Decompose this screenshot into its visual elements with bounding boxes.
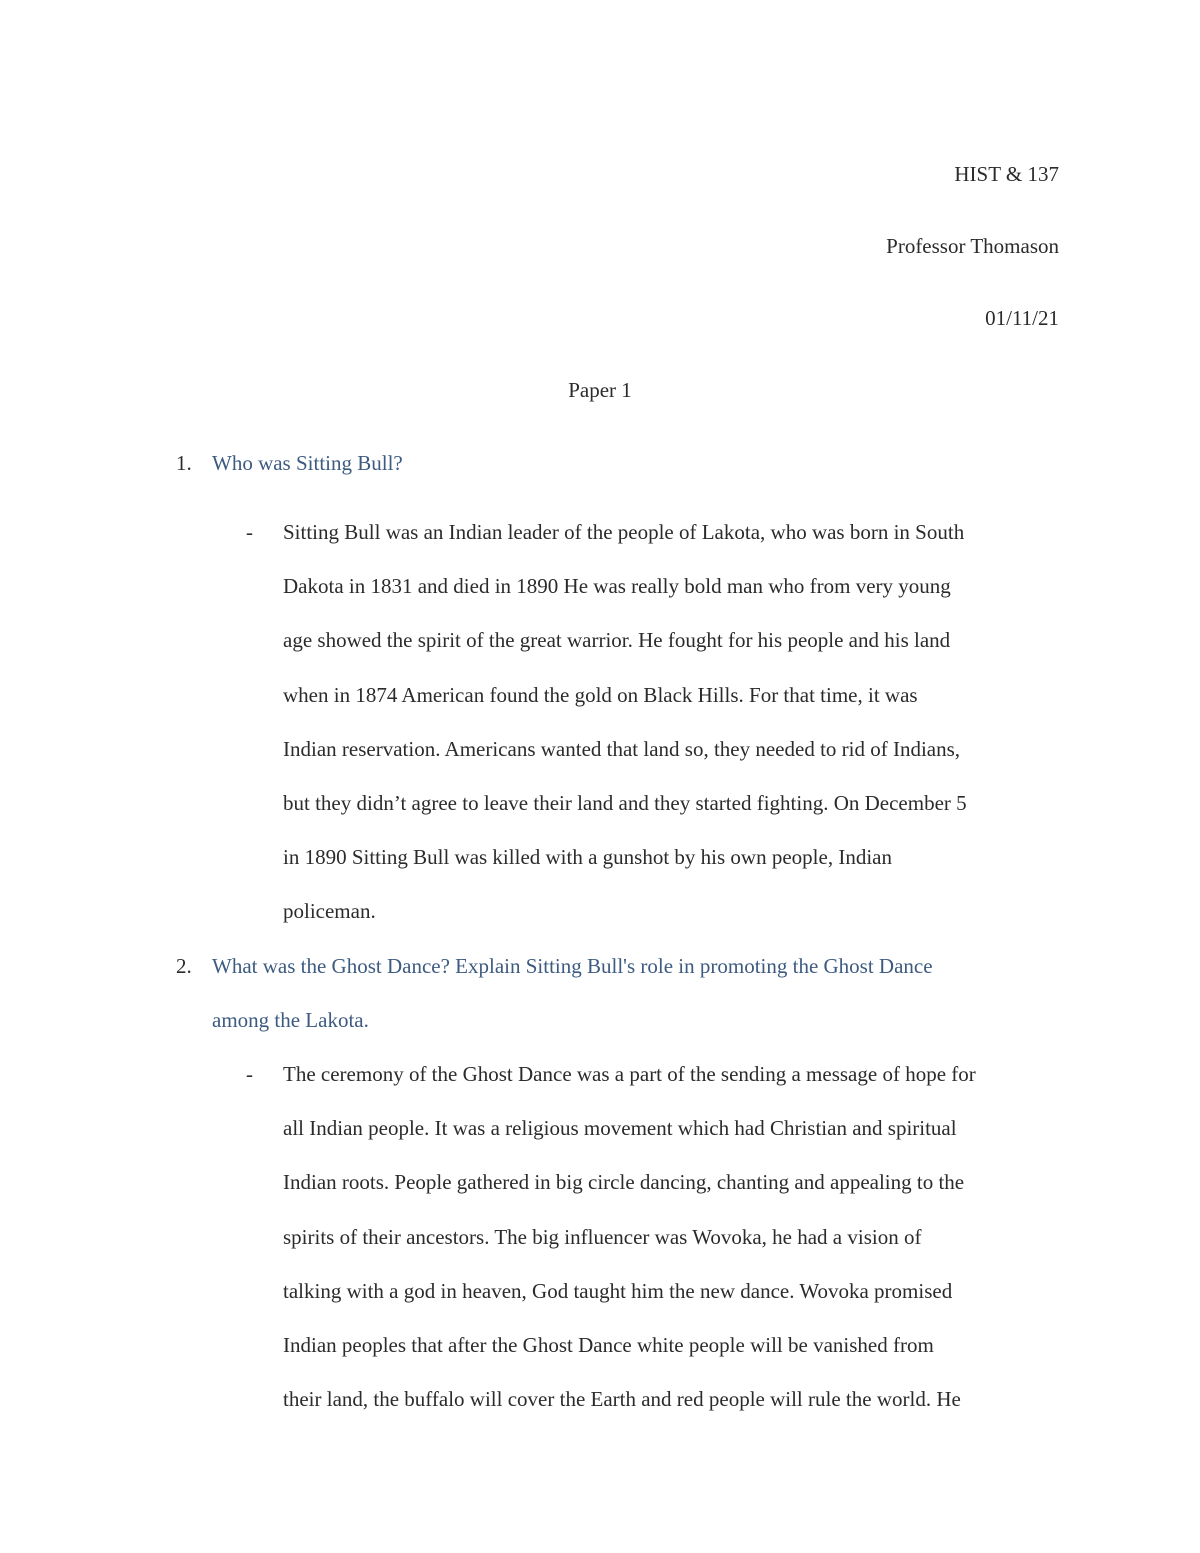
answer-line: age showed the spirit of the great warrior. He fought for his people and his land — [283, 628, 951, 653]
answer-line: when in 1874 American found the gold on Black Hills. For that time, it was — [283, 682, 918, 707]
professor-name: Professor Thomason — [886, 234, 1059, 258]
question-line: Who was Sitting Bull? — [212, 451, 403, 475]
bullet-dash: - — [246, 1062, 253, 1086]
answer-line: policeman. — [283, 899, 376, 924]
paper-title: Paper 1 — [568, 378, 632, 402]
question-2 — [176, 939, 1076, 1047]
answer-line: Dakota in 1831 and died in 1890 He was really bold man who from very young — [283, 574, 951, 599]
answer-text — [283, 1047, 1073, 1426]
answer-line: Sitting Bull was an Indian leader of the people of Lakota, who was born in South — [283, 520, 965, 544]
question-line: among the Lakota. — [212, 1008, 369, 1032]
answer-line: The ceremony of the Ghost Dance was a part of the sending a message of hope for — [283, 1062, 976, 1086]
answer-1 — [246, 505, 1076, 939]
answer-line: Indian reservation. Americans wanted that land so, they needed to rid of Indians, — [283, 736, 961, 761]
question-number: 2. — [176, 954, 192, 978]
answer-line: all Indian people. It was a religious movement which had Christian and spiritual — [283, 1116, 957, 1141]
answer-line: spirits of their ancestors. The big influencer was Wovoka, he had a vision of — [283, 1224, 922, 1249]
document-date: 01/11/21 — [985, 306, 1059, 330]
answer-line: in 1890 Sitting Bull was killed with a gunshot by his own people, Indian — [283, 845, 892, 870]
answer-text — [283, 505, 1073, 939]
answer-2 — [246, 1047, 1076, 1427]
question-1 — [176, 436, 1076, 490]
question-number: 1. — [176, 451, 192, 475]
answer-line: their land, the buffalo will cover the Earth and red people will rule the world. He — [283, 1387, 961, 1412]
answer-line: talking with a god in heaven, God taught him the new dance. Wovoka promised — [283, 1278, 953, 1303]
bullet-dash: - — [246, 520, 253, 544]
answer-line: Indian roots. People gathered in big circle dancing, chanting and appealing to the — [283, 1170, 965, 1195]
question-line: What was the Ghost Dance? Explain Sitting Bull's role in promoting the Ghost Dance — [212, 954, 933, 978]
course-name: HIST & 137 — [954, 162, 1059, 186]
answer-line: but they didn’t agree to leave their land and they started fighting. On December 5 — [283, 790, 967, 815]
question-text — [212, 436, 1072, 490]
answer-line: Indian peoples that after the Ghost Dance white people will be vanished from — [283, 1332, 934, 1357]
question-text — [212, 939, 1072, 1047]
